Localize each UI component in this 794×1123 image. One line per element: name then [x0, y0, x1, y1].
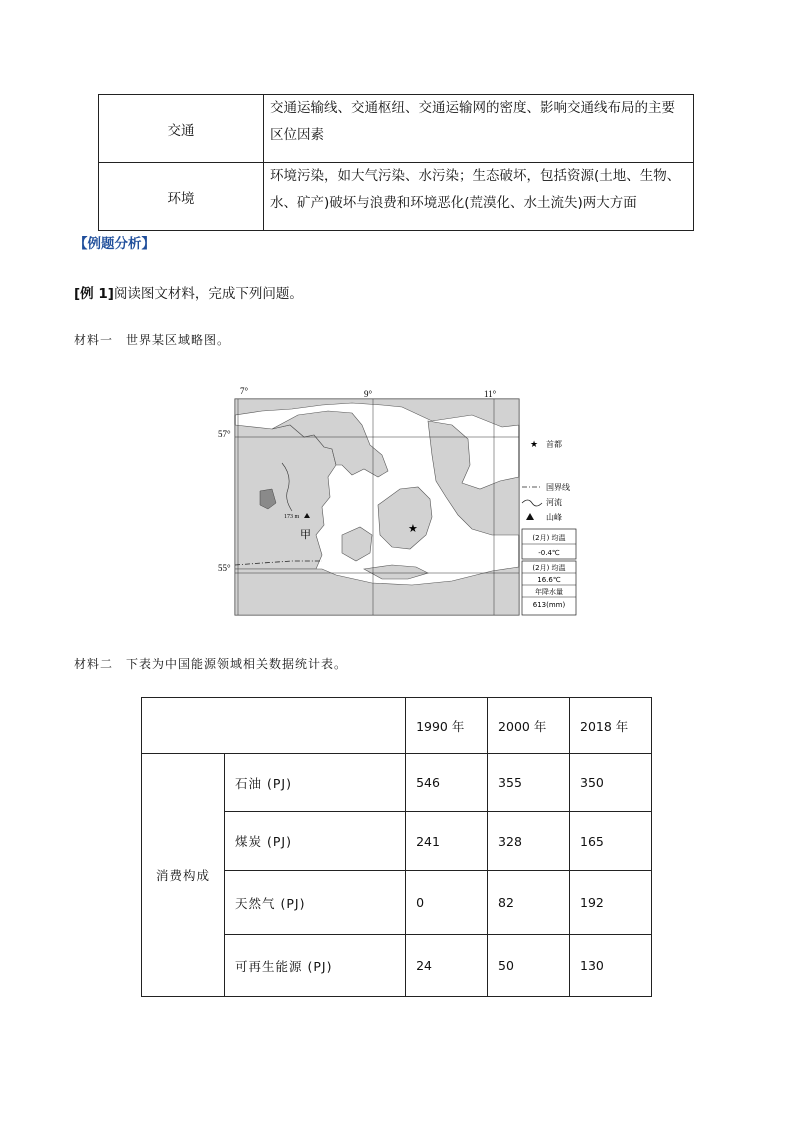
cell-value: 165 — [570, 812, 652, 871]
cell-value: 0 — [406, 871, 488, 935]
capital-star-icon: ★ — [408, 522, 418, 535]
year-header: 2000 年 — [488, 698, 570, 754]
climate-text: 16.6℃ — [537, 576, 561, 584]
elevation-label: 173 m — [284, 514, 300, 520]
header-blank-cell — [142, 698, 406, 754]
place-label: 甲 — [300, 528, 311, 541]
legend-label: 首都 — [546, 440, 562, 449]
cell-value: 50 — [488, 935, 570, 997]
row-key: 环境 — [99, 163, 264, 231]
question-text: 阅读图文材料，完成下列问题。 — [113, 286, 303, 302]
cell-value: 24 — [406, 935, 488, 997]
year-header: 1990 年 — [406, 698, 488, 754]
year-header: 2018 年 — [570, 698, 652, 754]
lon-label: 9° — [364, 389, 373, 399]
row-value: 环境污染，如大气污染、水污染；生态破坏，包括资源(土地、生物、水、矿产)破坏与浪费和环境恶化(荒漠化、水土流失)两大方面 — [264, 163, 694, 231]
row-value: 交通运输线、交通枢纽、交通运输网的密度、影响交通线布局的主要区位因素 — [264, 95, 694, 163]
star-icon: ★ — [530, 440, 539, 450]
table-row — [99, 163, 694, 231]
table-row — [142, 754, 652, 812]
region-map — [218, 385, 582, 617]
legend-label: 山峰 — [546, 513, 562, 522]
lon-label: 7° — [240, 386, 249, 396]
cell-value: 130 — [570, 935, 652, 997]
energy-data-table — [141, 697, 652, 997]
row-key: 交通 — [99, 95, 264, 163]
row-label: 石油 (PJ) — [225, 754, 406, 812]
river-line-icon — [522, 500, 542, 506]
category-cell: 消费构成 — [142, 754, 225, 997]
cell-value: 192 — [570, 871, 652, 935]
row-label: 可再生能源 (PJ) — [225, 935, 406, 997]
map-legend — [522, 439, 570, 522]
question-line — [74, 282, 303, 302]
table-row — [99, 95, 694, 163]
legend-label: 国界线 — [546, 483, 570, 492]
question-tag: [例 1] — [74, 286, 114, 302]
row-label: 煤炭 (PJ) — [225, 812, 406, 871]
climate-text: 年降水量 — [535, 588, 563, 596]
cell-value: 328 — [488, 812, 570, 871]
material-two-caption: 材料二 下表为中国能源领域相关数据统计表。 — [74, 657, 348, 671]
cell-value: 82 — [488, 871, 570, 935]
climate-text: (2月) 均温 — [532, 534, 566, 542]
section-heading: 【例题分析】 — [74, 236, 155, 252]
header-row — [142, 698, 652, 754]
triangle-icon — [526, 513, 534, 520]
climate-text: 613(mm) — [532, 601, 566, 609]
lat-label: 55° — [218, 563, 231, 573]
climate-text: -0.4℃ — [538, 549, 560, 557]
cell-value: 241 — [406, 812, 488, 871]
row-label: 天然气 (PJ) — [225, 871, 406, 935]
climate-text: (2月) 均温 — [532, 564, 566, 572]
material-one-caption: 材料一 世界某区域略图。 — [74, 333, 231, 347]
region-elements-table — [98, 94, 694, 231]
climate-boxes — [522, 529, 576, 615]
legend-label: 河流 — [546, 498, 562, 507]
cell-value: 350 — [570, 754, 652, 812]
cell-value: 546 — [406, 754, 488, 812]
lon-label: 11° — [484, 389, 497, 399]
lat-label: 57° — [218, 429, 231, 439]
cell-value: 355 — [488, 754, 570, 812]
